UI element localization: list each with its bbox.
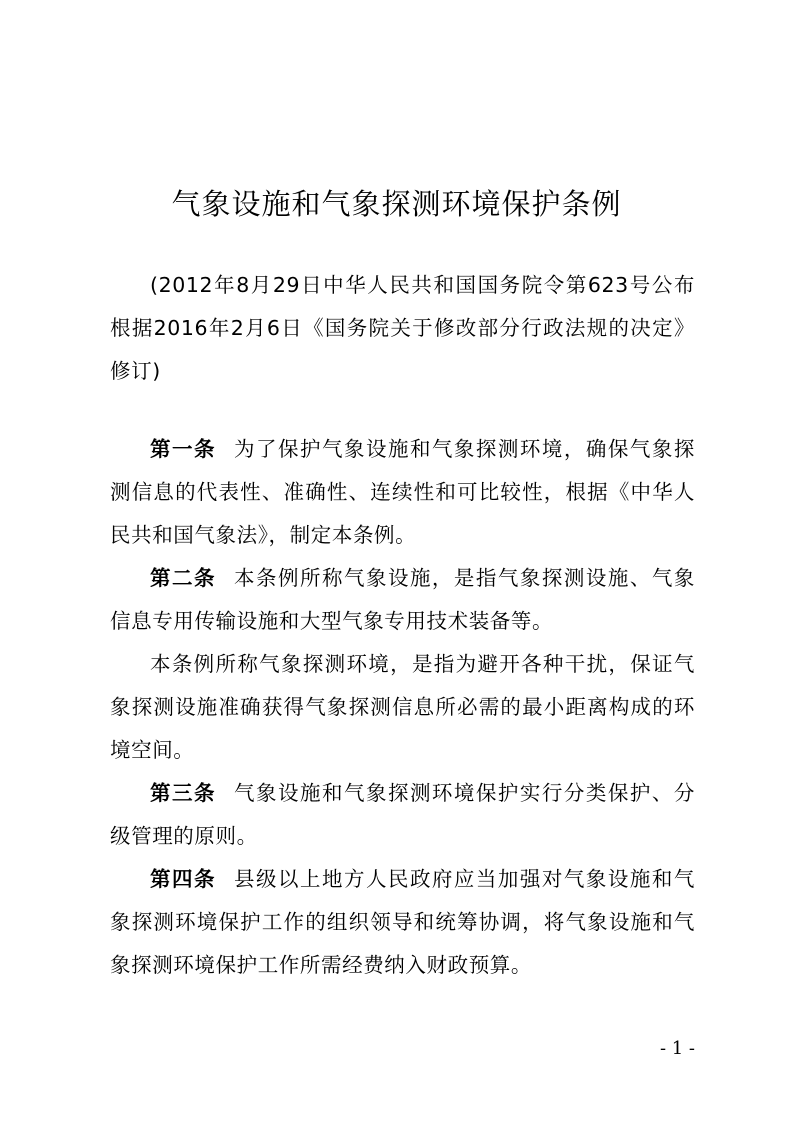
page-number: - 1 - xyxy=(659,1038,695,1059)
article-2 xyxy=(110,557,695,643)
article-heading: 第四条 xyxy=(150,867,216,891)
article-heading: 第三条 xyxy=(150,781,216,805)
article-heading: 第二条 xyxy=(150,566,216,590)
article-4 xyxy=(110,858,695,987)
document-title: 气象设施和气象探测环境保护条例 xyxy=(171,187,622,221)
articles xyxy=(110,428,695,987)
article-heading: 第一条 xyxy=(150,437,216,461)
publication-note xyxy=(110,264,695,393)
article-text: 为了保护气象设施和气象探测环境，确保气象探测信息的代表性、准确性、连续性和可比较性，根据《中华人民共和国气象法》，制定本条例。 xyxy=(110,437,695,547)
article-3 xyxy=(110,772,695,858)
article-text: 县级以上地方人民政府应当加强对气象设施和气象探测环境保护工作的组织领导和统筹协调，将气象设施和气象探测环境保护工作所需经费纳入财政预算。 xyxy=(110,867,695,977)
article-2-paragraph-2 xyxy=(110,643,695,772)
publication-note-text: (2012年8月29日中华人民共和国国务院令第623号公布 根据2016年2月6日《国务院关于修改部分行政法规的决定》修订) xyxy=(110,273,695,383)
article-1 xyxy=(110,428,695,557)
article-text: 本条例所称气象探测环境，是指为避开各种干扰，保证气象探测设施准确获得气象探测信息所必需的最小距离构成的环境空间。 xyxy=(110,652,695,762)
article-text: 气象设施和气象探测环境保护实行分类保护、分级管理的原则。 xyxy=(110,781,695,848)
article-text: 本条例所称气象设施，是指气象探测设施、气象信息专用传输设施和大型气象专用技术装备等。 xyxy=(110,566,695,633)
